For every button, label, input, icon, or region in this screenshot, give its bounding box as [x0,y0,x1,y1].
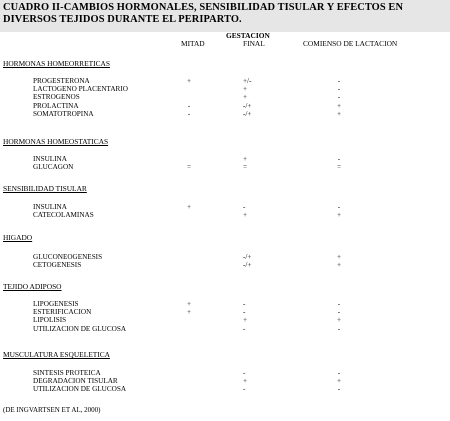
cell-final: + [243,93,248,102]
group-heading-text: SENSIBILIDAD TISULAR [3,184,87,193]
group-heading-text: TEJIDO ADIPOSO [3,282,62,291]
cell-lactacion: - [337,77,341,85]
group-heading [3,59,110,68]
row-label: GLUCAGON [33,163,74,172]
row-label: UTILIZACION DE GLUCOSA [33,324,127,333]
row-label: CETOGENESIS [33,261,82,270]
table-row [0,261,450,270]
cell-lactacion: = [336,163,342,172]
cell-mitad: - [187,109,191,118]
cell-lactacion: - [337,93,341,102]
cell-lactacion: + [336,109,342,118]
header-mitad: MITAD [181,39,205,48]
row-label: ESTERIFICACION [33,308,92,317]
row-label: INSULINA [33,155,67,163]
row-label: GLUCONEOGENESIS [33,253,103,261]
cell-lactacion: - [337,324,341,333]
cell-lactacion: + [336,253,342,261]
cell-mitad: + [186,300,192,308]
group-heading-text: MUSCULATURA ESQUELETICA [3,350,110,359]
row-label: DEGRADACION TISULAR [33,377,118,386]
row-label: SINTESIS PROTEICA [33,369,101,377]
cell-lactacion: - [337,203,341,211]
source-citation: (DE INGVARTSEN ET AL, 2000) [3,406,101,414]
cell-mitad: + [186,308,192,317]
table-row [0,385,450,394]
group-heading-text: HIGADO [3,233,33,242]
table-row [0,163,450,172]
cell-final: - [243,300,246,308]
header-gestacion: GESTACION [226,31,270,40]
table-row [0,211,450,220]
table-row [0,110,450,119]
cell-lactacion: - [337,155,341,163]
cell-final: -/+ [243,261,252,270]
cell-final: - [243,369,246,377]
group-heading [3,233,32,242]
cell-final: = [243,163,248,172]
row-label: INSULINA [33,203,67,211]
cell-final: + [243,377,248,386]
cell-mitad: - [187,101,191,110]
cell-lactacion: - [337,85,341,94]
header-lactacion: COMIENSO DE LACTACION [303,39,398,48]
cell-mitad: = [186,163,192,172]
group-heading-text: HORMONAS HOMEOSTATICAS [3,137,109,146]
cell-final: - [243,385,246,394]
group-heading [3,184,87,193]
group-heading-text: HORMONAS HOMEORRETICAS [3,59,110,68]
cell-final: -/+ [243,109,252,118]
cell-final: + [243,316,248,325]
cell-lactacion: - [337,300,341,308]
table-title: CUADRO II-CAMBIOS HORMONALES, SENSIBILIDAD TISULAR Y EFECTOS EN DIVERSOS TEJIDOS DURANTE EL PERIPARTO. [3,2,404,25]
header-final: FINAL [243,39,265,48]
cell-final: + [243,85,248,94]
cell-lactacion: + [336,261,342,270]
row-label: ESTROGENOS [33,93,80,102]
cell-final: + [243,155,248,163]
cell-lactacion: - [337,369,341,377]
cell-final: - [243,203,246,211]
cell-final: - [243,308,246,317]
cell-lactacion: + [336,316,342,325]
row-label: UTILIZACION DE GLUCOSA [33,385,127,394]
cell-final: -/+ [243,253,252,261]
row-label: LACTOGENO PLACENTARIO [33,85,128,94]
row-label: LIPOGENESIS [33,300,79,308]
group-heading [3,282,62,291]
cell-final: -/+ [243,101,252,110]
row-label: PROLACTINA [33,101,79,110]
group-heading [3,137,108,146]
row-label: SOMATOTROPINA [33,109,94,118]
cell-final: +/- [243,77,252,85]
cell-final: - [243,324,246,333]
cell-lactacion: - [337,308,341,317]
table-row [0,325,450,334]
row-label: PROGESTERONA [33,77,90,85]
group-heading [3,350,110,359]
cell-mitad: + [186,203,192,211]
cell-lactacion: + [336,377,342,386]
row-label: CATECOLAMINAS [33,211,94,220]
cell-lactacion: + [336,101,342,110]
cell-mitad: + [186,77,192,85]
cell-lactacion: + [336,211,342,220]
row-label: LIPOLISIS [33,316,67,325]
cell-final: + [243,211,248,220]
cell-lactacion: - [337,385,341,394]
